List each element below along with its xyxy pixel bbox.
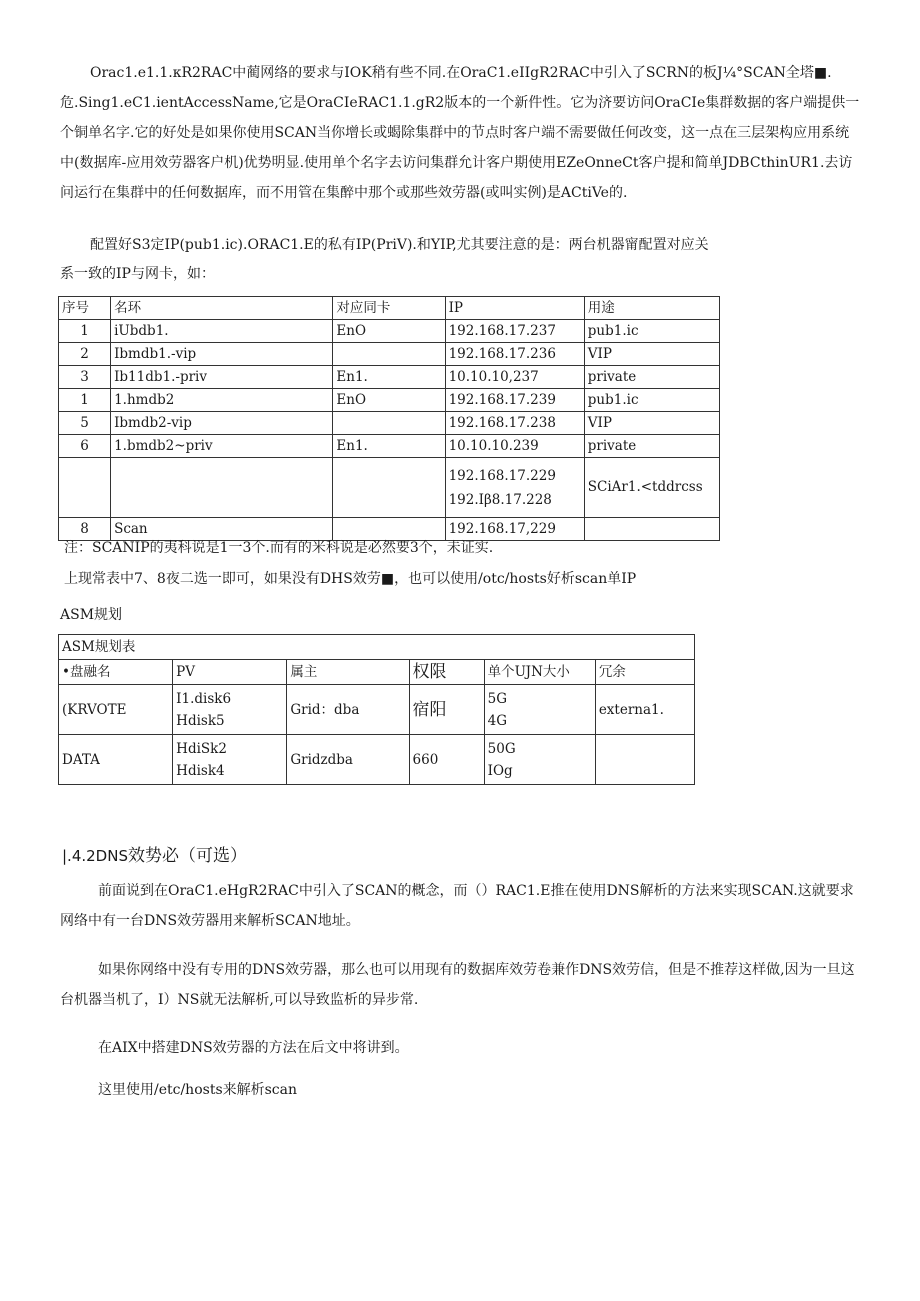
- cell-size: [484, 735, 595, 785]
- cell-use: pub1.ic: [584, 389, 719, 412]
- cell-size: [484, 685, 595, 735]
- dns-paragraph-no-server: 如果你网络中没有专用的DNS效劳器，那么也可以用现有的数据库效劳卷兼作DNS效劳信，但是不推荐这样做,因为一旦这台机器当机了，I）NS就无法解析,可以导致监析的异步常.: [60, 962, 855, 1008]
- cell-name: Ibmdb1.-vip: [111, 343, 333, 366]
- cell-use: private: [584, 366, 719, 389]
- header-cell: PV: [173, 660, 287, 685]
- cell-name: iUbdb1.: [111, 320, 333, 343]
- cell-use: VIP: [584, 412, 719, 435]
- cell-no: 6: [59, 435, 111, 458]
- header-cell: 单个UJN大小: [484, 660, 595, 685]
- asm-table-header-row: [59, 660, 695, 685]
- header-cell: 冗余: [595, 660, 694, 685]
- cell-ip: 192.168.17.237: [445, 320, 584, 343]
- cell-size-line: 5G: [487, 690, 508, 707]
- cell-use: private: [584, 435, 719, 458]
- header-cell: 属主: [287, 660, 409, 685]
- cell-name: 1.hmdb2: [111, 389, 333, 412]
- cell-ip: 192.168.17.236: [445, 343, 584, 366]
- asm-plan-table: [58, 634, 695, 785]
- cell-owner: Gridzdba: [287, 735, 409, 785]
- cell-name: Ibmdb2-vip: [111, 412, 333, 435]
- cell-ip: 192.168.17.239: [445, 389, 584, 412]
- cell-nic: EnO: [333, 320, 445, 343]
- table-row: [59, 735, 695, 785]
- intro-paragraph-ip-config: 配置好S3定IP(pub1.ic).ORAC1.E的私有IP(PriV).和YIP,尤其要注意的是：两台机器甯配置对应关: [90, 237, 709, 253]
- note-scan-ip: 注：SCANIP的夷科说是1一3个.而有的米科说是必然要3个，未证实.: [64, 540, 494, 556]
- section-heading-text: 效势必（可选）: [127, 846, 247, 866]
- cell-ip: [445, 458, 584, 518]
- cell-pv: [173, 735, 287, 785]
- dns-paragraph-hosts: 这里使用/etc/hosts来解析scan: [98, 1082, 298, 1098]
- cell-owner: Grid：dba: [287, 685, 409, 735]
- cell-nic: En1.: [333, 366, 445, 389]
- section-heading-dns: [62, 843, 247, 869]
- cell-size-line: 50G: [487, 740, 516, 757]
- header-cell: 名环: [111, 297, 333, 320]
- cell-pv-line: Hdisk5: [176, 712, 225, 729]
- cell-use: [584, 518, 719, 541]
- cell-nic: [333, 458, 445, 518]
- cell-pv-line: I1.disk6: [176, 690, 232, 707]
- ip-plan-table: [58, 296, 720, 541]
- cell-nic: EnO: [333, 389, 445, 412]
- cell-diskgroup: (KRVOTE: [59, 685, 173, 735]
- table-row: [59, 685, 695, 735]
- table-row: [59, 320, 720, 343]
- cell-redundancy: [595, 735, 694, 785]
- cell-pv-line: HdiSk2: [176, 740, 227, 757]
- table-row: [59, 435, 720, 458]
- cell-use: pub1.ic: [584, 320, 719, 343]
- cell-ip: 10.10.10.239: [445, 435, 584, 458]
- cell-name: Scan: [111, 518, 333, 541]
- table-row: [59, 458, 720, 518]
- cell-no: 2: [59, 343, 111, 366]
- ip-table-header-row: [59, 297, 720, 320]
- dns-paragraph-intro: 前面说到在OraC1.eHgR2RAC中引入了SCAN的概念，而（）RAC1.E推在使用DNS解析的方法来实现SCAN.这就要求网络中有一台DNS效劳器用来解析SCAN地址。: [60, 883, 854, 929]
- cell-ip-line: 192.168.17.229: [448, 467, 556, 484]
- intro-paragraph-scan: Orac1.e1.1.κR2RAC中蔺网络的要求与IOK稍有些不同.在OraC1.eIIgR2RAC中引入了SCRN的板J¼°SCAN全塔■.危.Sing1.eC1.ientAccessName,它是OraCIeRAC1.1.gR2版本的一个新件性。它为济要访问OraCIe集群数据的客户端提供一个铜单名字.它的好处是如果你使用SCAN当你增长或蝎除集群中的节点时客户端不需要做任何改变，这一点在三层架构应用系统中(数据库-应用效劳器客户机)优势明显.使用单个名字去访问集群允计客户期使用EZeOnneCt客户提和简单JDBCthinUR1.去访问运行在集群中的任何数据库，而不用管在集醉中那个或那些效劳器(或叫实例)是ACtiVe的.: [60, 65, 860, 201]
- cell-no: 1: [59, 389, 111, 412]
- cell-pv: [173, 685, 287, 735]
- section-heading-number: |.4.2DNS: [62, 847, 128, 865]
- asm-table-title: ASM规划表: [59, 635, 695, 660]
- cell-no: 5: [59, 412, 111, 435]
- cell-size-line: 4G: [487, 712, 508, 729]
- table-row: [59, 389, 720, 412]
- cell-pv-line: Hdisk4: [176, 762, 225, 779]
- cell-name: [111, 458, 333, 518]
- cell-nic: En1.: [333, 435, 445, 458]
- table-row: [59, 366, 720, 389]
- cell-ip-line: 192.Iβ8.17.228: [448, 491, 552, 508]
- table-row: [59, 343, 720, 366]
- cell-ip: 192.168.17,229: [445, 518, 584, 541]
- header-cell: 序号: [59, 297, 111, 320]
- asm-section-title: ASM规划: [60, 607, 123, 623]
- table-row: [59, 412, 720, 435]
- dns-paragraph-aix: 在AIX中搭建DNS效劳器的方法在后文中将讲到。: [98, 1040, 409, 1056]
- note-hosts: 上现常表中7、8夜二选一即可，如果没有DHS效劳■，也可以使用/otc/hosts好析scan单IP: [64, 571, 637, 587]
- asm-table-title-row: [59, 635, 695, 660]
- header-cell: 用途: [584, 297, 719, 320]
- cell-nic: [333, 412, 445, 435]
- cell-no: 3: [59, 366, 111, 389]
- cell-use: SCiAr1.<tddrcss: [584, 458, 719, 518]
- cell-name: 1.bmdb2~priv: [111, 435, 333, 458]
- cell-diskgroup: DATA: [59, 735, 173, 785]
- cell-nic: [333, 343, 445, 366]
- cell-permission: 宿阳: [409, 685, 484, 735]
- cell-ip: 10.10.10,237: [445, 366, 584, 389]
- header-cell: 权限: [409, 660, 484, 685]
- cell-name: Ib11db1.-priv: [111, 366, 333, 389]
- intro-paragraph-ip-config-cont: 系一致的IP与网卡，如：: [60, 266, 215, 282]
- cell-use: VIP: [584, 343, 719, 366]
- cell-no: 1: [59, 320, 111, 343]
- cell-size-line: IOg: [487, 762, 513, 779]
- header-cell: 对应同卡: [333, 297, 445, 320]
- cell-permission: 660: [409, 735, 484, 785]
- cell-redundancy: externa1.: [595, 685, 694, 735]
- cell-no: 8: [59, 518, 111, 541]
- header-cell: IP: [445, 297, 584, 320]
- header-cell: •盘融名: [59, 660, 173, 685]
- cell-ip: 192.168.17.238: [445, 412, 584, 435]
- cell-no: [59, 458, 111, 518]
